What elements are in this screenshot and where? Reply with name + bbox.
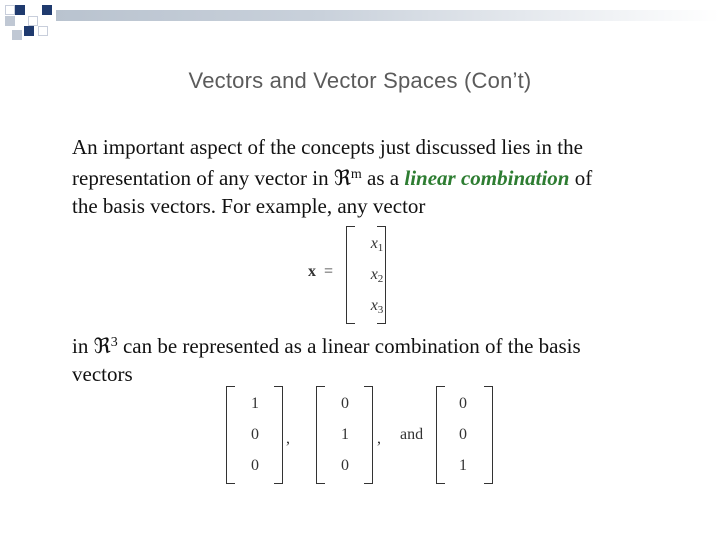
superscript: m	[350, 167, 362, 182]
deco-square	[12, 30, 22, 40]
highlight-text: linear combination	[404, 166, 570, 190]
matrix-entry: 0	[341, 457, 349, 474]
text-run: of	[569, 166, 593, 190]
comma-separator: ,	[377, 430, 381, 447]
paragraph-line	[72, 329, 682, 360]
deco-square	[5, 5, 15, 15]
right-bracket	[274, 386, 283, 484]
header-gradient-bar	[56, 10, 720, 21]
matrix-entry: 0	[251, 457, 259, 474]
and-label: and	[400, 426, 424, 443]
deco-square	[24, 26, 34, 36]
right-bracket	[377, 226, 386, 324]
paragraph-line: the basis vectors. For example, any vector	[72, 194, 426, 218]
matrix-entry: $x_1$	[370, 235, 384, 254]
left-bracket	[226, 386, 235, 484]
matrix-entry: $x_3$	[370, 297, 384, 316]
deco-square	[42, 5, 52, 15]
matrix-entry: 0	[341, 395, 349, 412]
right-bracket	[364, 386, 373, 484]
paragraph-line: vectors	[72, 362, 133, 386]
right-bracket	[484, 386, 493, 484]
matrix-entry: 0	[459, 395, 467, 412]
matrix-entry: 0	[459, 426, 467, 443]
left-bracket	[316, 386, 325, 484]
text-run: representation of any vector in ℜ	[72, 166, 351, 190]
matrix-entry: 1	[341, 426, 349, 443]
text-run: as a	[361, 166, 405, 190]
text-run: in ℜ	[72, 334, 111, 358]
paragraph-line: An important aspect of the concepts just discussed lies in the	[72, 135, 583, 159]
superscript: 3	[110, 335, 118, 350]
comma-separator: ,	[286, 430, 290, 447]
deco-square	[5, 16, 15, 26]
equals-sign: =	[324, 263, 334, 280]
matrix-entry: $x_2$	[370, 266, 384, 285]
text-run: can be represented as a linear combination of the basis	[117, 334, 581, 358]
deco-square	[15, 5, 25, 15]
paragraph-line	[72, 161, 682, 192]
matrix-entry: 1	[459, 457, 467, 474]
paragraph-intro	[72, 133, 682, 220]
deco-square	[38, 26, 48, 36]
matrix-entry: 0	[251, 426, 259, 443]
paragraph-basis	[72, 329, 682, 388]
left-bracket	[436, 386, 445, 484]
header-decoration	[0, 0, 720, 50]
slide-title: Vectors and Vector Spaces (Con’t)	[188, 68, 532, 93]
left-bracket	[346, 226, 355, 324]
deco-square	[28, 16, 38, 26]
vector-x-label: x	[308, 263, 316, 280]
matrix-entry: 1	[251, 395, 259, 412]
